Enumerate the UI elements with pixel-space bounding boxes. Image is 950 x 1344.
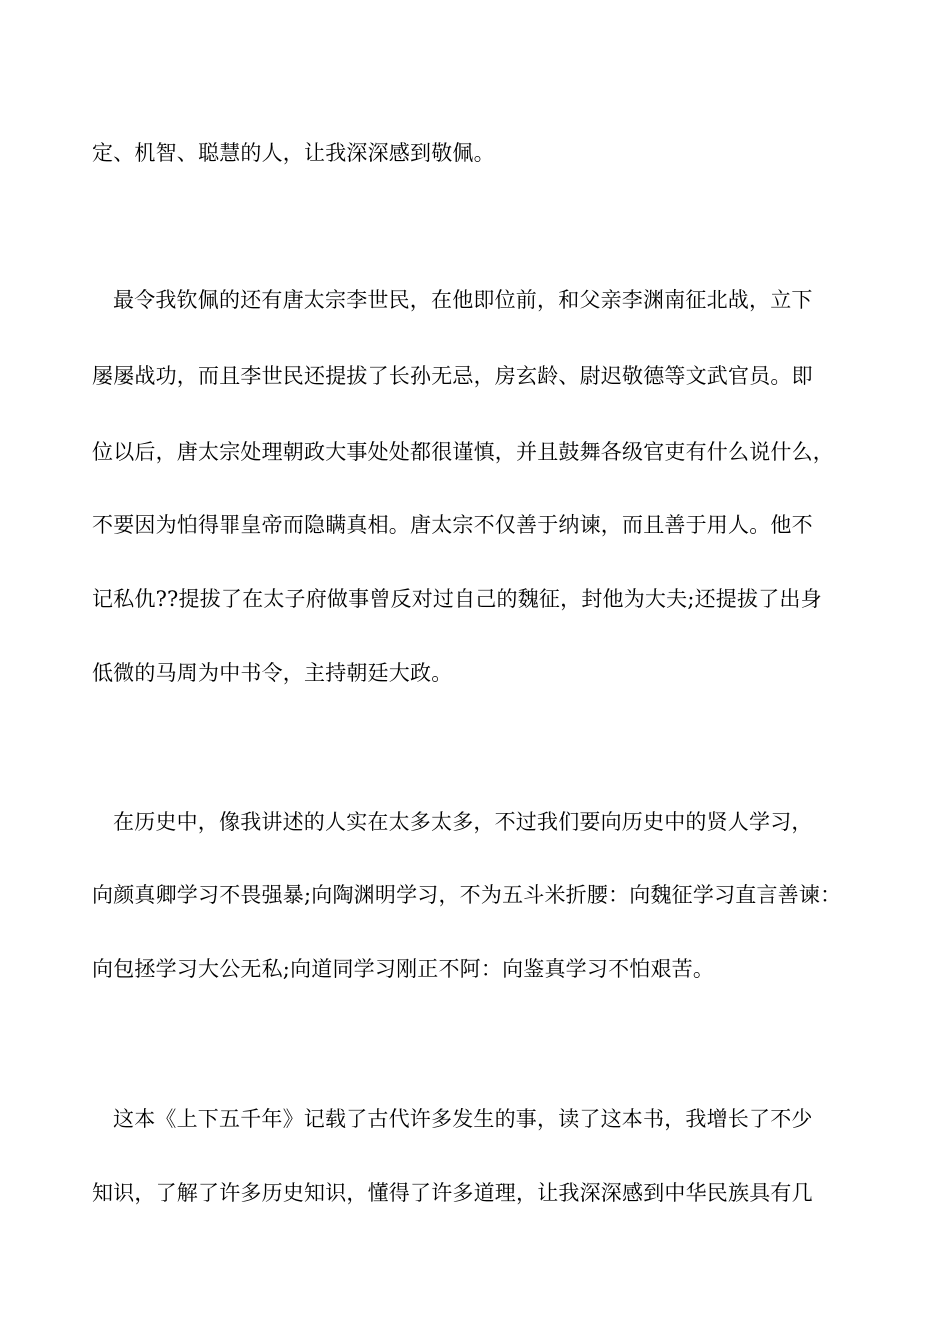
paragraph-2-line-6: 低微的马周为中书令，主持朝廷大政。: [92, 661, 453, 685]
paragraph-4-line-2: 知识，了解了许多历史知识，懂得了许多道理，让我深深感到中华民族具有几: [92, 1181, 813, 1205]
paragraph-3-line-1: 在历史中，像我讲述的人实在太多太多，不过我们要向历史中的贤人学习，: [113, 810, 813, 834]
paragraph-2-line-4: 不要因为怕得罪皇帝而隐瞒真相。唐太宗不仅善于纳谏，而且善于用人。他不: [92, 513, 813, 537]
paragraph-1-line-1: 定、机智、聪慧的人，让我深深感到敬佩。: [92, 141, 495, 165]
paragraph-2-line-2: 屡屡战功，而且李世民还提拔了长孙无忌，房玄龄、尉迟敬德等文武官员。即: [92, 364, 813, 388]
paragraph-3-line-2: 向颜真卿学习不畏强暴;向陶渊明学习，不为五斗米折腰：向魏征学习直言善谏：: [92, 883, 842, 907]
paragraph-4-line-1: 这本《上下五千年》记载了古代许多发生的事，读了这本书，我增长了不少: [113, 1107, 813, 1131]
paragraph-2-line-1: 最令我钦佩的还有唐太宗李世民，在他即位前，和父亲李渊南征北战，立下: [113, 288, 813, 312]
paragraph-2-line-3: 位以后，唐太宗处理朝政大事处处都很谨慎，并且鼓舞各级官吏有什么说什么，: [92, 440, 834, 464]
paragraph-2-line-5: 记私仇??提拔了在太子府做事曾反对过自己的魏征，封他为大夫;还提拔了出身: [92, 587, 822, 611]
paragraph-3-line-3: 向包拯学习大公无私;向道同学习刚正不阿：向鉴真学习不怕艰苦。: [92, 957, 715, 981]
